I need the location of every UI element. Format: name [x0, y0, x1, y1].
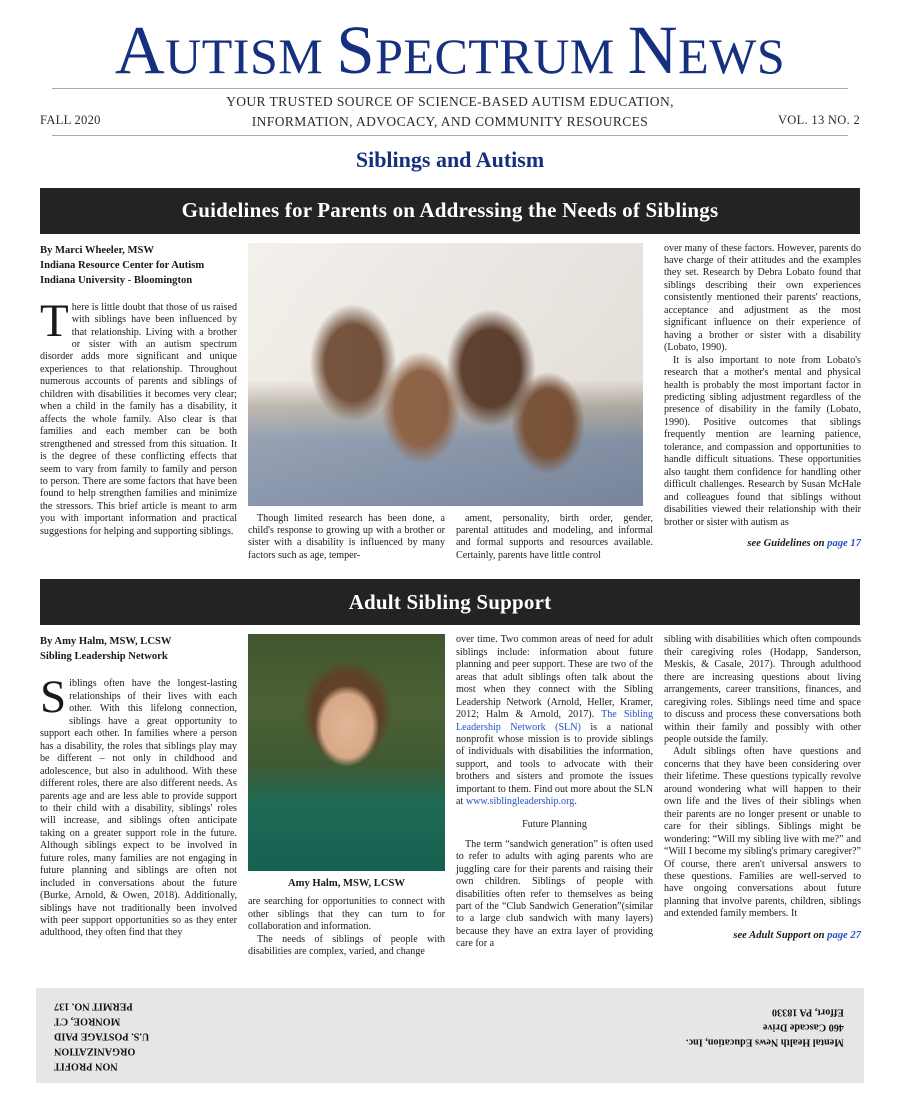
section-title: Siblings and Autism [355, 146, 545, 172]
masthead-word-news-cap: N [627, 12, 679, 88]
masthead [0, 0, 900, 173]
article-2-col3-para-1 [456, 634, 653, 808]
article-2-col3-text-b: is a national nonprofit whose mission is to provide siblings of individuals with disabilities the information, support, and tools to advocate with their brothers and sisters and promote the issues important to them. Find out more about the SLN at [456, 721, 654, 808]
article-2-byline [40, 634, 237, 664]
masthead-title [40, 12, 860, 88]
sln-website-link[interactable]: www.siblingleadership.org [465, 796, 575, 808]
article-1-col2-text: Though limited research has been done, a child's response to growing up with a brother or sister with a disability is influenced by many factors such as age, temper- [248, 512, 445, 561]
article-2-jump-page[interactable]: page 27 [827, 929, 861, 941]
article-1-lead-paragraph [40, 294, 237, 539]
article-2-banner [40, 579, 860, 625]
permit-line-1: NON PROFIT [54, 1060, 118, 1072]
tagline-line-2: INFORMATION, ADVOCACY, AND COMMUNITY RESOURCES [251, 114, 649, 130]
article-1-jump-label: see Guidelines on [747, 537, 828, 549]
tagline-line-1: YOUR TRUSTED SOURCE OF SCIENCE-BASED AUTISM EDUCATION, [226, 93, 674, 109]
issue-date: FALL 2020 [40, 112, 101, 127]
article-1-jump-page[interactable]: page 17 [827, 537, 861, 549]
permit-line-2: ORGANIZATION [54, 1045, 136, 1057]
article-1-col4-para-1: over many of these factors. However, parents do have charge of their attitudes and the examples they set. Research by Debra Lobato found that siblings describing their own experiences consistently mentioned their parents' reactions, acceptance and adjustment as the most significant influence on their experience of having a brother or sister with a disability (Lobato, 1990). [664, 242, 861, 354]
article-1-dropcap: T [40, 294, 69, 347]
mailing-panel [36, 988, 864, 1083]
masthead-word-autism-rest: UTISM [165, 28, 324, 84]
article-1-col4-para-2: It is also important to note from Lobato's research that a mother's mental and physical health is probably the most important factor in predicting sibling adjustment regardless of the presence of disability in the family (Lobato, 1990). Positive outcomes that siblings frequently mention are learning patience, tolerance, and compassion and opportunities to handle difficult situations. These opportunities also taught them confidence for handling other difficult challenges. Research by Susan McHale and colleagues found that siblings without disabilities viewed their relationship with their brother or sister with autism as [664, 354, 861, 528]
article-2-col2-para-2: The needs of siblings of people with disabilities are complex, varied, and change [248, 933, 445, 958]
issue-volume: VOL. 13 NO. 2 [777, 112, 860, 127]
article-1 [40, 234, 860, 563]
article-2-col3-para-2: The term “sandwich generation” is often used to refer to adults with aging parents who are juggling care for their parents and raising their own children. Siblings of people with disabilities often refer to themselves as being part of the “Club Sandwich Generation”(similar to a large club sandwich with many layers) because they have an extra layer of providing care for a [456, 838, 653, 950]
return-line-3: Effort, PA 18330 [772, 1006, 844, 1018]
article-2-author: By Amy Halm, MSW, LCSW [40, 636, 172, 648]
amy-halm-portrait-photo [248, 634, 445, 871]
article-2-subhead-future-planning: Future Planning [522, 818, 587, 830]
article-2-col3-text-a: over time. Two common areas of need for adult siblings include: information about future planning and peer support. These are two of the areas that adult siblings often talk about the most when they connect with the Sibling Leadership Network (Arnold, Heller, Kramer, 2012; Halm & Arnold, 2017). [456, 634, 653, 721]
article-2-col3-text-c: . [574, 796, 577, 808]
article-2-col1-text: iblings often have the longest-lasting relationships of their lives with each other. With this lifelong connection, siblings have a great opportunity to support each other. In families where a person has a disability, the roles that siblings play may be different – not only in childhood and adolescence, but also in adulthood. With these different roles, there are also different needs. As parents age and are less able to provide support to their child with a disability, siblings' roles will increase, and siblings often anticipate taking on a greater support role in the future. Although siblings expect to be involved in future roles, many families are not engaging in future planning and siblings are often not included in conversations about the future (Burke, Arnold, & Owen, 2018). Additionally, siblings have not traditionally been involved with peer support opportunities so as they enter adulthood, they often find that they [40, 678, 237, 939]
return-address-block [686, 1004, 844, 1049]
article-2-column-4 [664, 634, 861, 958]
article-1-col3-text: ament, personality, birth order, gender, parental attitudes and modeling, and informal and formal supports and resources available. Certainly, parents have little control [456, 512, 653, 561]
masthead-word-spectrum-cap: S [336, 12, 376, 88]
permit-line-5: PERMIT NO. 137 [54, 1000, 133, 1012]
tagline-block [40, 89, 860, 132]
postage-permit-block [54, 998, 149, 1072]
article-2 [40, 625, 860, 958]
article-2-col4-para-2: Adult siblings often have questions and concerns that they have been considering over their lifetime. These questions typically revolve around wondering what will happen to their own life and the lives of their siblings when their parents are no longer present or unable to care for their siblings. Siblings might be wondering: “Will my sibling live with me?” and “Will I become my sibling's primary caregiver?” Of course, there aren't universal answers to these questions. Families are well-served to have ongoing conversations about future planning that involve parents, children, siblings and extended family members. It [664, 746, 861, 920]
masthead-word-spectrum-rest: PECTRUM [375, 28, 615, 84]
article-1-affiliation-2: Indiana University - Bloomington [40, 274, 193, 286]
sln-link[interactable]: The Sibling Leadership Network (SLN) [456, 709, 653, 733]
masthead-word-news-rest: EWS [678, 28, 786, 84]
amy-halm-photo-caption: Amy Halm, MSW, LCSW [287, 878, 406, 890]
article-2-affiliation-1: Sibling Leadership Network [40, 651, 168, 663]
article-1-column-1 [40, 243, 237, 563]
article-2-column-1 [40, 634, 237, 958]
masthead-word-autism-cap: A [114, 12, 166, 88]
article-2-title[interactable]: Adult Sibling Support [348, 589, 552, 614]
permit-line-3: U.S. POSTAGE PAID [54, 1030, 150, 1042]
article-2-column-2 [248, 634, 445, 958]
article-1-col1-text: here is little doubt that those of us raised with siblings have been influenced by that relationship. Living with a brother or sister with an autism spectrum disorder adds more significant and unique experiences to that relationship. Throughout numerous accounts of parents and siblings of children with disabilities it becomes very clear; when a child in the family has a disability, it affects the whole family. Also clear is that families and each member can be both strengthened and stressed from this situation. It is the degree of these conflicting effects that seem to vary from family to family and person to person. There are some factors that have been found to help strengthen families and minimize the stressors. This brief article is meant to arm you with important information and practical suggestions for helping and supporting siblings. [40, 301, 237, 537]
article-1-author: By Marci Wheeler, MSW [40, 244, 154, 256]
article-2-col2-para-1: are searching for opportunities to connect with other siblings that they can turn to for collaboration and information. [248, 896, 445, 933]
article-2-lead-paragraph [40, 671, 237, 940]
article-2-col4-para-1: sibling with disabilities which often compounds their caregiving roles (Hodapp, Sanderson, Meskis, & Casale, 2017). Through adulthood there are increasing questions about living arrangements, career transitions, finances, and caregiving roles. Siblings need time and space to discuss and process these conversations both within their family and possibly with other people outside the family. [664, 634, 861, 745]
article-1-column-3 [456, 243, 653, 563]
return-line-2: 460 Cascade Drive [763, 1021, 844, 1033]
permit-line-4: MONROE, CT [54, 1015, 121, 1027]
article-2-dropcap: S [40, 671, 67, 724]
return-line-1: Mental Health News Education, Inc. [686, 1036, 844, 1048]
article-2-jump-label: see Adult Support on [733, 929, 828, 941]
article-1-banner [40, 188, 860, 234]
article-1-column-4 [664, 243, 861, 563]
article-1-title[interactable]: Guidelines for Parents on Addressing the Needs of Siblings [181, 198, 719, 223]
article-1-byline [40, 243, 237, 288]
article-1-affiliation-1: Indiana Resource Center for Autism [40, 259, 205, 271]
article-2-jumpline[interactable] [664, 930, 861, 941]
article-2-column-3 [456, 634, 653, 958]
article-1-column-2 [248, 243, 445, 563]
article-1-jumpline[interactable] [664, 538, 861, 549]
masthead-divider-bottom [52, 135, 848, 136]
